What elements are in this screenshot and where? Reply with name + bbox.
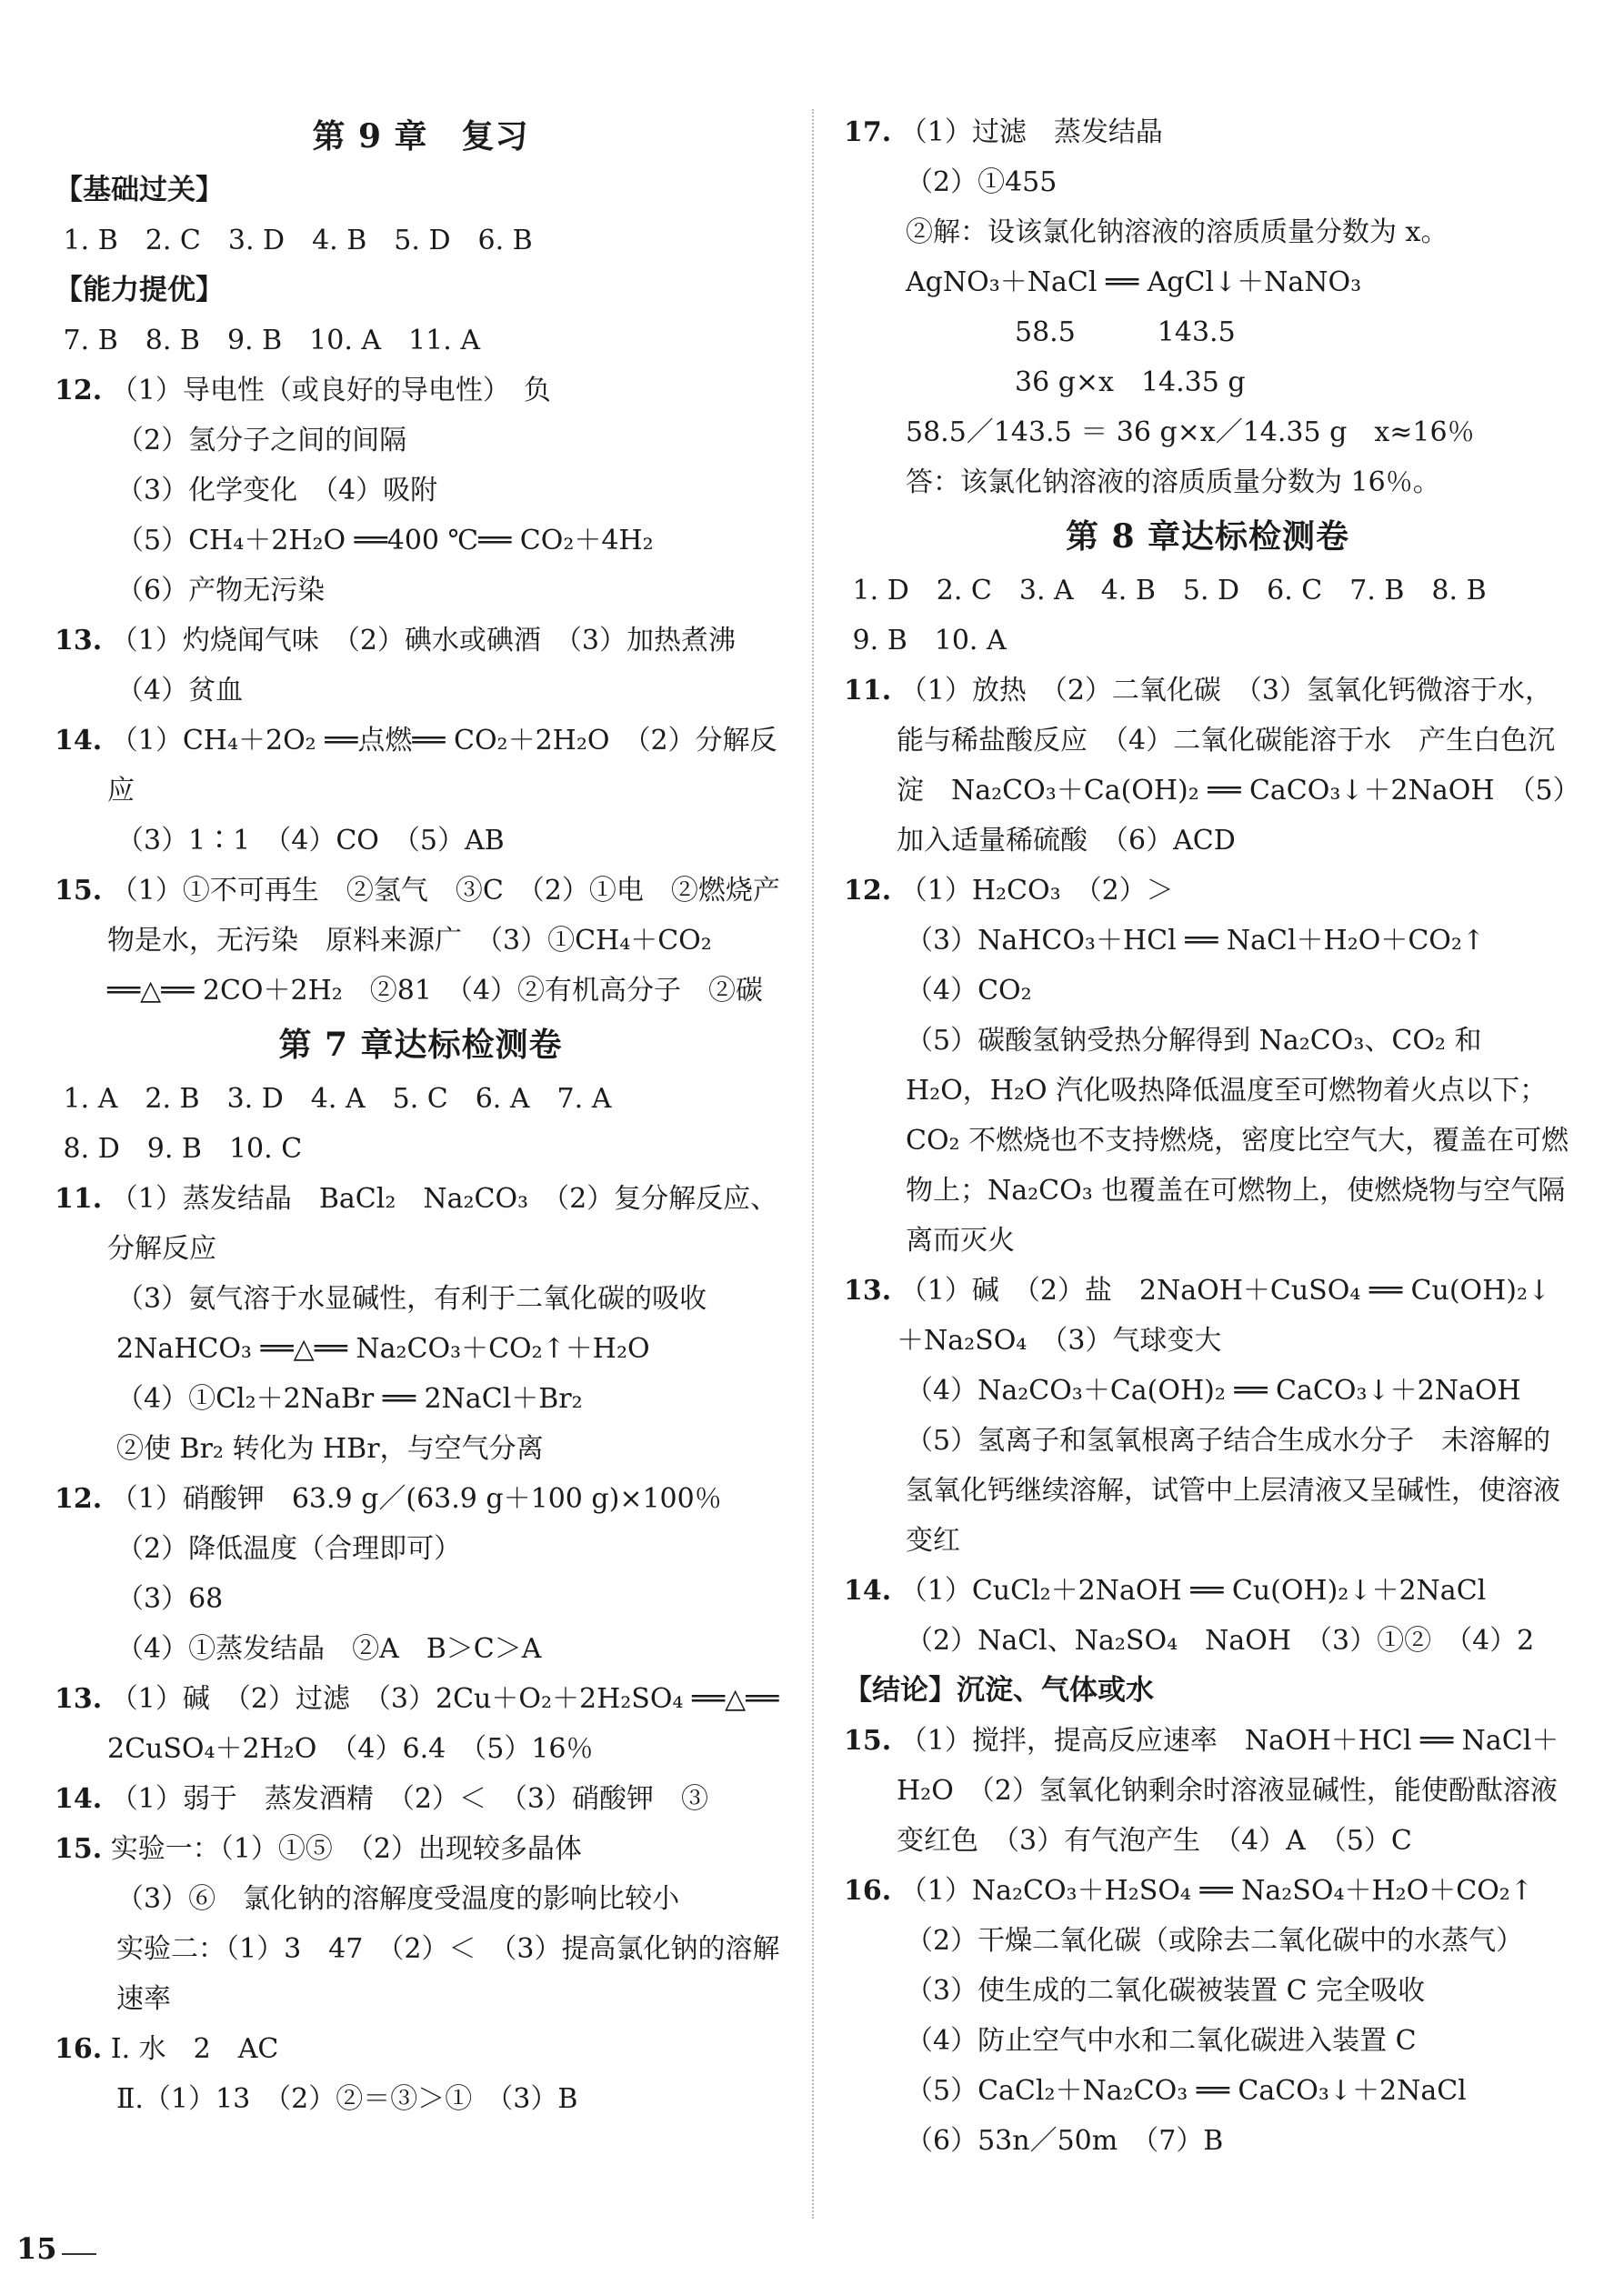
answer-line — [55, 616, 787, 666]
answer-continuation: （6）产物无污染 — [116, 575, 326, 606]
section-heading: 第 8 章达标检测卷 — [1065, 517, 1350, 556]
answer-text: （1）放热 （2）二氧化碳 （3）氢氧化钙微溶于水，能与稀盐酸反应 （4）二氧化碳能溶于水 产生白色沉淀 Na₂CO₃＋Ca(OH)₂ ══ CaCO₃↓＋2NaOH （5）加入适量稀硫酸 （6）ACD — [897, 675, 1567, 857]
answer-line — [844, 666, 1571, 866]
question-number: 14. — [55, 725, 103, 757]
answer-continuation: Ⅱ.（1）13 （2）②＝③＞① （3）B — [116, 2083, 578, 2115]
answer-text: 7. B 8. B 9. B 10. A 11. A — [63, 325, 480, 356]
answer-continuation: （3）NaHCO₃＋HCl ══ NaCl＋H₂O＋CO₂↑ — [906, 925, 1486, 957]
question-number: 11. — [55, 1183, 103, 1215]
question-number: 13. — [844, 1275, 892, 1307]
page-number-dash — [62, 2253, 96, 2255]
answer-continuation: （3）氨气溶于水显碱性，有利于二氧化碳的吸收 — [116, 1283, 707, 1315]
answer-continuation: （4）贫血 — [116, 675, 244, 707]
answer-continuation: （4）①蒸发结晶 ②A B＞C＞A — [116, 1633, 542, 1665]
question-number: 15. — [844, 1725, 892, 1757]
answer-text: 8. D 9. B 10. C — [63, 1133, 303, 1165]
answer-text: 1. B 2. C 3. D 4. B 5. D 6. B — [63, 225, 533, 256]
answer-continuation: （4）防止空气中水和二氧化碳进入装置 C — [906, 2025, 1417, 2057]
question-number: 15. — [55, 1833, 103, 1865]
section-tag: 【结论】沉淀、气体或水 — [844, 1674, 1154, 1707]
answer-line — [55, 1074, 787, 1124]
answer-continuation: 36 g×x 14.35 g — [906, 366, 1246, 398]
answer-text: （1）硝酸钾 63.9 g／(63.9 g＋100 g)×100％ — [110, 1483, 722, 1515]
question-number: 13. — [55, 625, 103, 656]
answer-continuation: （2）NaCl、Na₂SO₄ NaOH （3）①② （4）2 — [906, 1625, 1535, 1657]
right-column — [844, 107, 1571, 2166]
answer-text: Ⅰ. 水 2 AC — [110, 2033, 279, 2065]
answer-line — [55, 316, 787, 366]
answer-continuation: （5）氢离子和氢氧根离子结合生成水分子 未溶解的氢氧化钙继续溶解，试管中上层清液又呈碱性，使溶液变红 — [906, 1425, 1560, 1557]
answer-line — [55, 366, 787, 416]
answer-line — [844, 1716, 1571, 1866]
answer-continuation: （6）53n／50m （7）B — [906, 2125, 1224, 2157]
question-number: 17. — [844, 116, 892, 148]
answer-line — [55, 1124, 787, 1174]
answer-continuation: 58.5／143.5 ＝ 36 g×x／14.35 g x≈16％ — [906, 416, 1475, 448]
answer-text: （1）蒸发结晶 BaCl₂ Na₂CO₃ （2）复分解反应、分解反应 — [107, 1183, 778, 1265]
question-number: 15. — [55, 875, 103, 907]
answer-text: （1）灼烧闻气味 （2）碘水或碘酒 （3）加热煮沸 — [110, 625, 737, 656]
answer-text: （1）碱 （2）盐 2NaOH＋CuSO₄ ══ Cu(OH)₂↓＋Na₂SO₄ （3）气球变大 — [897, 1275, 1551, 1357]
answer-line — [55, 716, 787, 816]
answer-continuation: （4）①Cl₂＋2NaBr ══ 2NaCl＋Br₂ — [116, 1383, 583, 1415]
question-number: 12. — [844, 875, 892, 907]
section-tag: 【能力提优】 — [55, 274, 224, 306]
answer-continuation: （5）CH₄＋2H₂O ══400 ℃══ CO₂＋4H₂ — [116, 525, 654, 556]
answer-line — [844, 107, 1571, 157]
answer-text: （1）CH₄＋2O₂ ══点燃══ CO₂＋2H₂O （2）分解反应 — [107, 725, 777, 807]
answer-continuation: 实验二：（1）3 47 （2）＜ （3）提高氯化钠的溶解速率 — [116, 1933, 780, 2015]
answer-continuation: （2）氢分子之间的间隔 — [116, 425, 407, 456]
question-number: 16. — [55, 2033, 103, 2065]
answer-continuation: （2）干燥二氧化碳（或除去二氧化碳中的水蒸气） — [906, 1925, 1524, 1957]
answer-line — [55, 1774, 787, 1824]
answer-line — [844, 866, 1571, 916]
answer-continuation: （2）①455 — [906, 166, 1058, 198]
answer-line — [844, 616, 1571, 666]
answer-line — [844, 1866, 1571, 1916]
answer-text: 1. A 2. B 3. D 4. A 5. C 6. A 7. A — [63, 1083, 612, 1115]
answer-line — [55, 1824, 787, 1874]
answer-text: （1）Na₂CO₃＋H₂SO₄ ══ Na₂SO₄＋H₂O＋CO₂↑ — [899, 1875, 1533, 1907]
answer-text: 9. B 10. A — [852, 625, 1007, 656]
answer-continuation: 2NaHCO₃ ══△══ Na₂CO₃＋CO₂↑＋H₂O — [116, 1333, 650, 1365]
answer-line — [55, 1674, 787, 1774]
answer-continuation: （3）化学变化 （4）吸附 — [116, 475, 438, 506]
question-number: 13. — [55, 1683, 103, 1715]
left-column — [55, 107, 787, 2124]
section-heading: 第 9 章 复习 — [312, 117, 529, 155]
answer-continuation: ②使 Br₂ 转化为 HBr，与空气分离 — [116, 1433, 544, 1465]
answer-text: 实验一：（1）①⑤ （2）出现较多晶体 — [110, 1833, 582, 1865]
section-tag: 【基础过关】 — [55, 174, 224, 206]
answer-line — [55, 1474, 787, 1524]
answer-continuation: ②解：设该氯化钠溶液的溶质质量分数为 x。 — [906, 216, 1449, 248]
page-number: 15 — [16, 2231, 57, 2266]
question-number: 14. — [844, 1575, 892, 1607]
answer-continuation: （3）使生成的二氧化碳被装置 C 完全吸收 — [906, 1975, 1426, 2007]
answer-continuation: （3）1∶1 （4）CO （5）AB — [116, 825, 505, 857]
column-divider — [812, 109, 814, 2219]
answer-text: （1）CuCl₂＋2NaOH ══ Cu(OH)₂↓＋2NaCl — [899, 1575, 1487, 1607]
answer-continuation: （5）碳酸氢钠受热分解得到 Na₂CO₃、CO₂ 和 H₂O，H₂O 汽化吸热降低温度至可燃物着火点以下；CO₂ 不燃烧也不支持燃烧，密度比空气大，覆盖在可燃物上；Na₂CO₃ 也覆盖在可燃物上，使燃烧物与空气隔离而灭火 — [906, 1025, 1569, 1257]
answer-line — [844, 1566, 1571, 1616]
section-heading: 第 7 章达标检测卷 — [278, 1026, 563, 1064]
answer-continuation: （4）Na₂CO₃＋Ca(OH)₂ ══ CaCO₃↓＋2NaOH — [906, 1375, 1521, 1407]
answer-continuation: 58.5 143.5 — [906, 316, 1236, 348]
question-number: 11. — [844, 675, 892, 707]
answer-text: （1）导电性（或良好的导电性） 负 — [110, 375, 551, 406]
answer-text: （1）搅拌，提高反应速率 NaOH＋HCl ══ NaCl＋H₂O （2）氢氧化钠剩余时溶液显碱性，能使酚酞溶液变红色 （3）有气泡产生 （4）A （5）C — [897, 1725, 1559, 1857]
answer-continuation: （5）CaCl₂＋Na₂CO₃ ══ CaCO₃↓＋2NaCl — [906, 2075, 1467, 2107]
answer-text: （1）过滤 蒸发结晶 — [899, 116, 1163, 148]
answer-continuation: （4）CO₂ — [906, 975, 1032, 1007]
answer-continuation: AgNO₃＋NaCl ══ AgCl↓＋NaNO₃ — [906, 266, 1362, 298]
answer-line — [55, 866, 787, 1016]
answer-line — [844, 566, 1571, 616]
answer-text: （1）弱于 蒸发酒精 （2）＜ （3）硝酸钾 ③ — [110, 1783, 709, 1815]
question-number: 12. — [55, 1483, 103, 1515]
answer-line — [55, 215, 787, 266]
answer-continuation: （2）降低温度（合理即可） — [116, 1533, 462, 1565]
answer-text: （1）①不可再生 ②氢气 ③C （2）①电 ②燃烧产物是水，无污染 原料来源广 （3）①CH₄＋CO₂ ══△══ 2CO＋2H₂ ②81 （4）②有机高分子 ②碳 — [107, 875, 780, 1007]
answer-text: 1. D 2. C 3. A 4. B 5. D 6. C 7. B 8. B — [852, 575, 1487, 606]
answer-continuation: （3）68 — [116, 1583, 224, 1615]
question-number: 16. — [844, 1875, 892, 1907]
answer-continuation: （3）⑥ 氯化钠的溶解度受温度的影响比较小 — [116, 1883, 680, 1915]
answer-line — [55, 2024, 787, 2074]
answer-text: （1）H₂CO₃ （2）＞ — [899, 875, 1174, 907]
answer-line — [844, 1266, 1571, 1366]
question-number: 14. — [55, 1783, 103, 1815]
answer-text: （1）碱 （2）过滤 （3）2Cu＋O₂＋2H₂SO₄ ══△══ 2CuSO₄＋2H₂O （4）6.4 （5）16％ — [107, 1683, 787, 1765]
answer-line — [55, 1174, 787, 1274]
answer-continuation: 答：该氯化钠溶液的溶质质量分数为 16％。 — [906, 466, 1440, 498]
question-number: 12. — [55, 375, 103, 406]
